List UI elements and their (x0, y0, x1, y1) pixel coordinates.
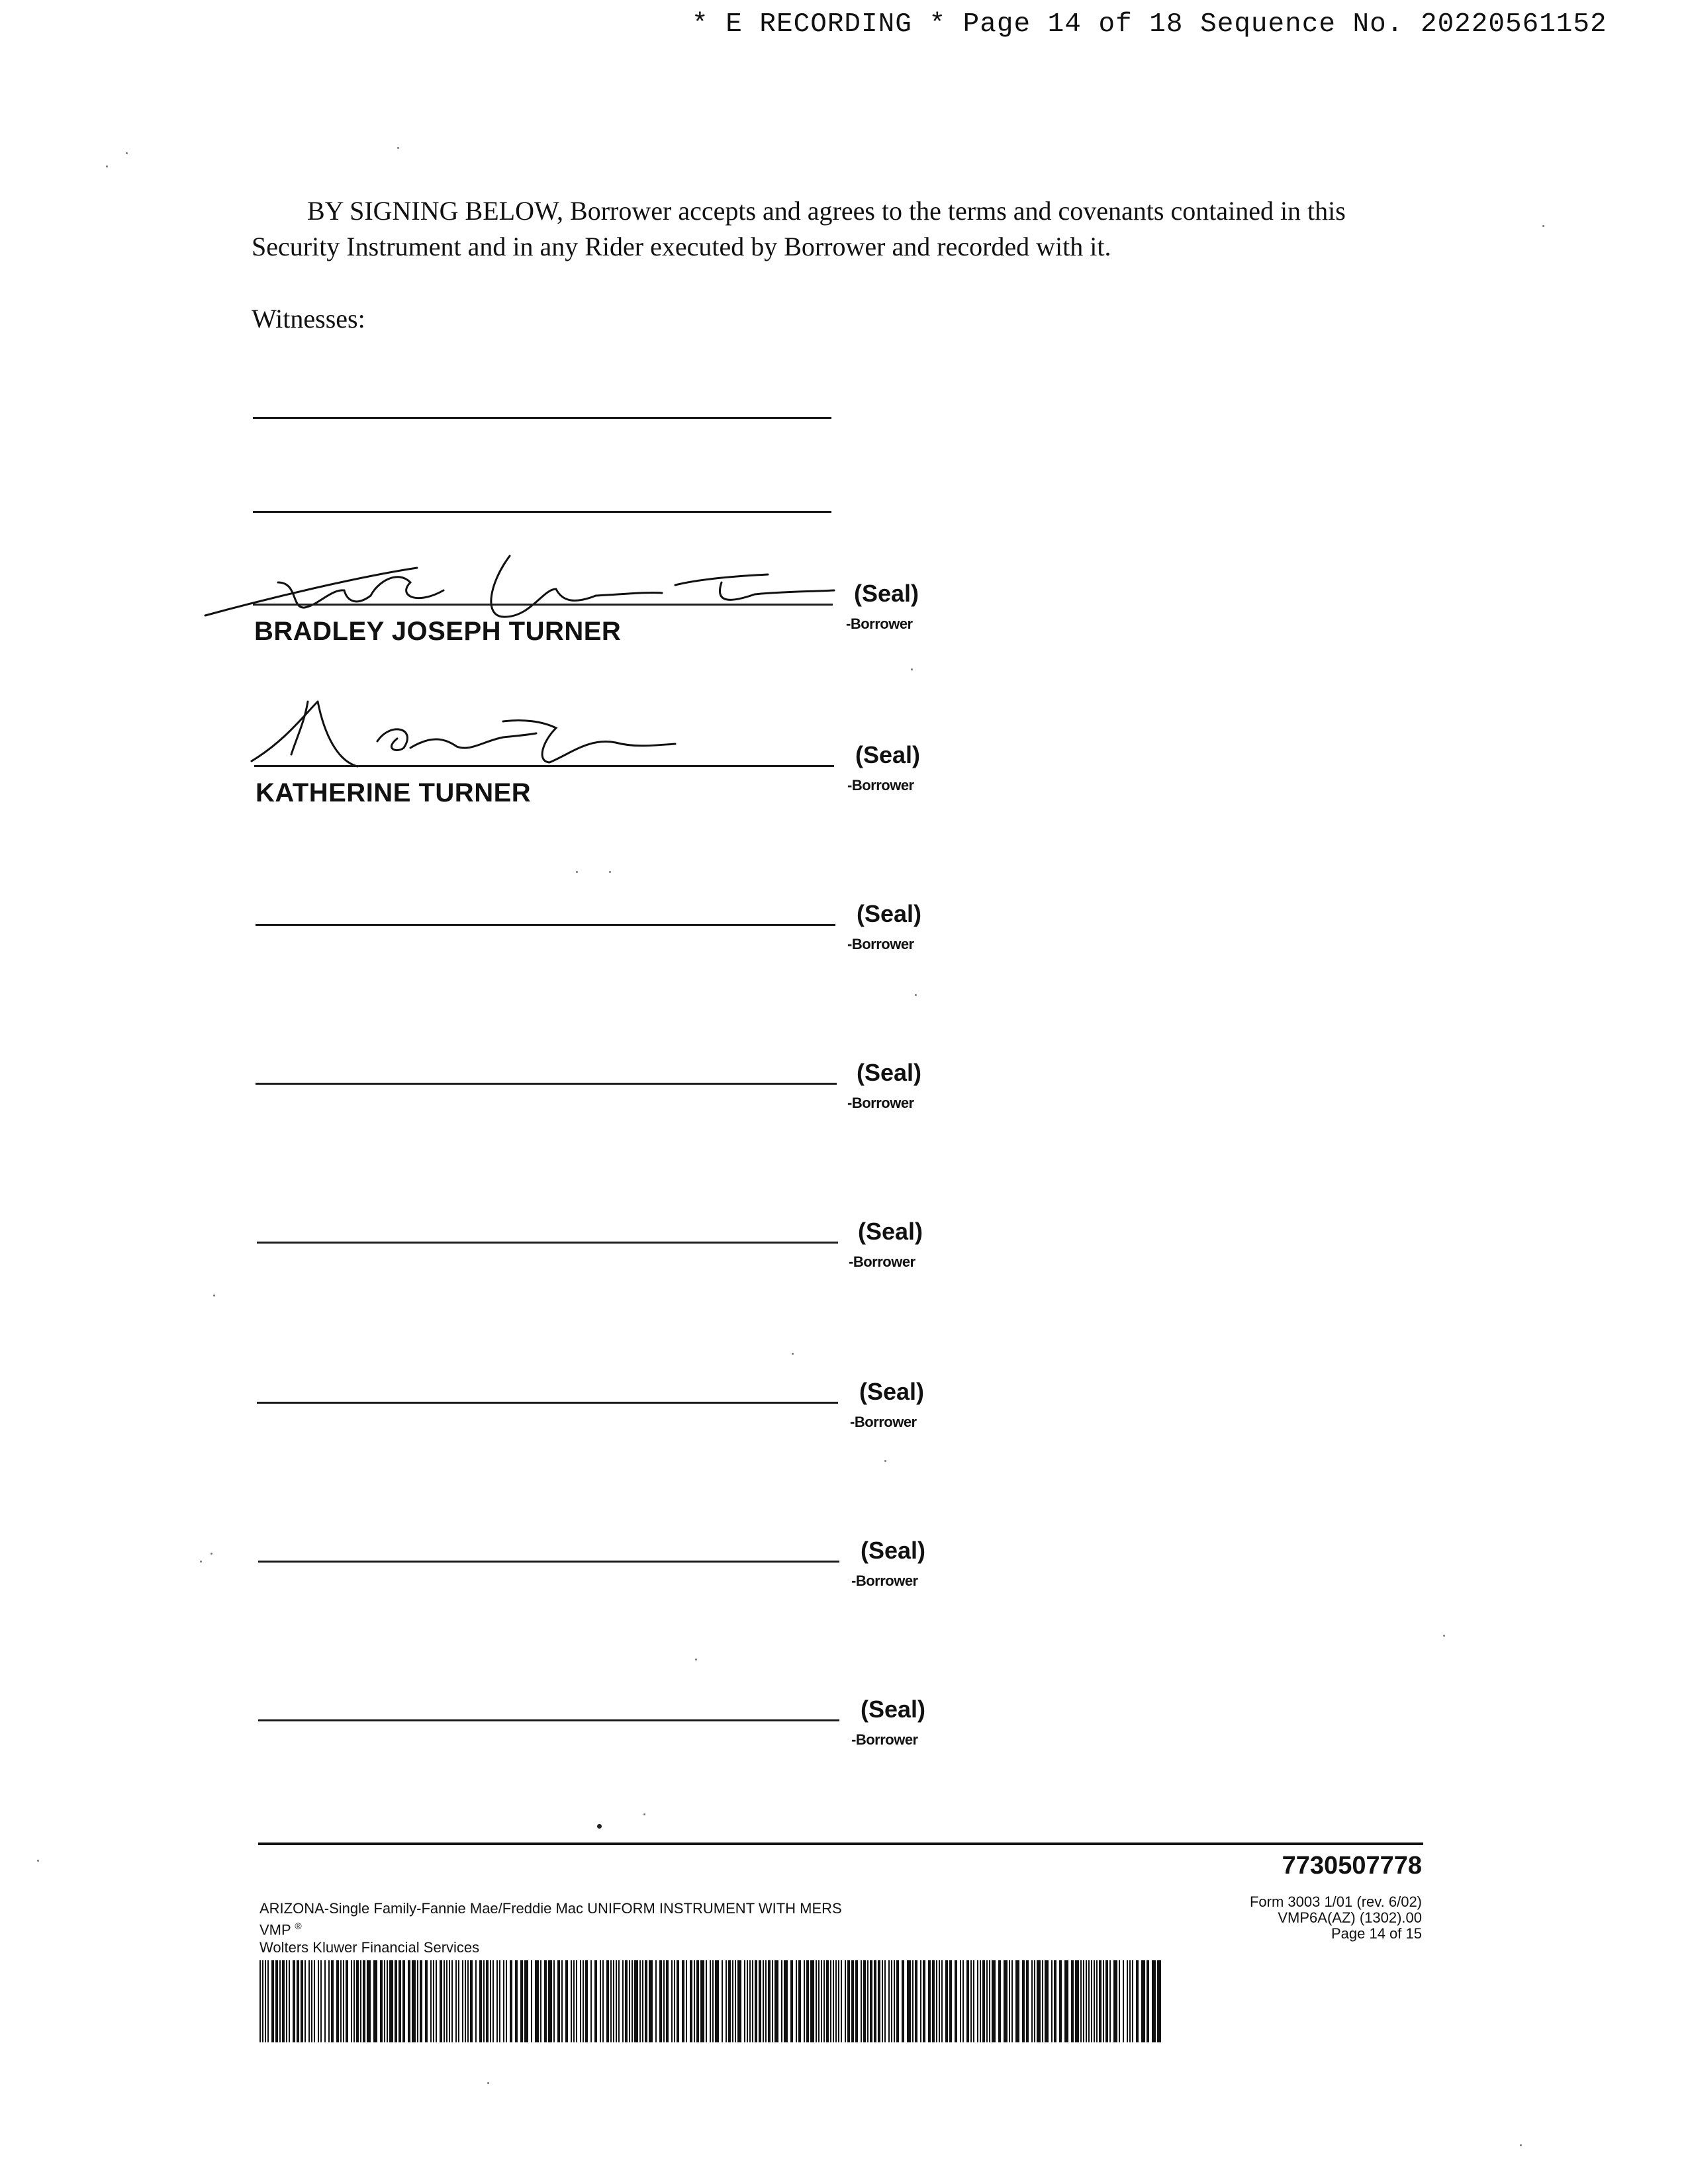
barcode-bar (949, 1960, 952, 2042)
barcode-bar (923, 1960, 925, 2042)
barcode-bar (331, 1960, 334, 2042)
barcode-bar (267, 1960, 269, 2042)
barcode-bar (465, 1960, 466, 2042)
barcode-bar (367, 1960, 371, 2042)
barcode-bar (499, 1960, 500, 2042)
barcode-bar (490, 1960, 491, 2042)
barcode-bar (774, 1960, 778, 2042)
barcode-bar (674, 1960, 675, 2042)
barcode-bar (506, 1960, 507, 2042)
barcode-bar (1099, 1960, 1102, 2042)
barcode-bar (804, 1960, 805, 2042)
barcode-bar (467, 1960, 469, 2042)
seal-label: (Seal) (857, 900, 922, 927)
barcode-bar (602, 1960, 604, 2042)
barcode-bar (838, 1960, 839, 2042)
borrower-label: -Borrower (847, 1095, 914, 1111)
barcode-bar (1096, 1960, 1098, 2042)
barcode-bar (444, 1960, 445, 2042)
barcode-bar (520, 1960, 523, 2042)
barcode-bar (585, 1960, 588, 2042)
barcode-bar (483, 1960, 485, 2042)
seal-label: (Seal) (854, 580, 919, 607)
barcode-bar (408, 1960, 410, 2042)
barcode-bar (531, 1960, 532, 2042)
barcode-bar (262, 1960, 263, 2042)
loan-number: 7730507778 (1282, 1852, 1422, 1880)
barcode-bar (891, 1960, 892, 2042)
form-identifiers (1092, 1894, 1422, 1942)
barcode-bar (851, 1960, 854, 2042)
barcode-bar (462, 1960, 463, 2042)
barcode-bar (874, 1960, 876, 2042)
barcode-bar (878, 1960, 880, 2042)
barcode-bar (301, 1960, 303, 2042)
borrower-signature-line[interactable] (254, 765, 834, 767)
barcode-bar (594, 1960, 597, 2042)
barcode-bar (1004, 1960, 1008, 2042)
barcode-bar (395, 1960, 397, 2042)
barcode-bar (752, 1960, 753, 2042)
barcode-bar (616, 1960, 617, 2042)
barcode-bar (855, 1960, 858, 2042)
barcode-bar (557, 1960, 560, 2042)
recording-stamp: * E RECORDING * Page 14 of 18 Sequence No. 20220561152 (692, 9, 1607, 40)
barcode-bar (894, 1960, 895, 2042)
barcode-bar (1157, 1960, 1161, 2042)
barcode-bar (821, 1960, 822, 2042)
barcode-bar (1059, 1960, 1062, 2042)
barcode-bar (1141, 1960, 1145, 2042)
barcode-bar (1011, 1960, 1013, 2042)
barcode-bar (297, 1960, 299, 2042)
barcode-bar (1091, 1960, 1092, 2042)
barcode-bar (1015, 1960, 1019, 2042)
barcode-bar (649, 1960, 653, 2042)
barcode-bar (823, 1960, 825, 2042)
borrower-label: -Borrower (847, 777, 914, 794)
form-number: Form 3003 1/01 (rev. 6/02) (1249, 1893, 1422, 1910)
vmp-label: VMP (259, 1921, 291, 1938)
barcode-bar (271, 1960, 274, 2042)
registered-mark-icon: ® (295, 1921, 302, 1931)
barcode-bar (289, 1960, 290, 2042)
page-number: Page 14 of 15 (1331, 1925, 1422, 1942)
barcode-bar (728, 1960, 731, 2042)
barcode-bar (915, 1960, 917, 2042)
barcode-bar (420, 1960, 422, 2042)
barcode-bar (1152, 1960, 1156, 2042)
barcode-bar (446, 1960, 447, 2042)
barcode-bar (763, 1960, 764, 2042)
barcode-bar (433, 1960, 434, 2042)
barcode-bar (1054, 1960, 1056, 2042)
barcode-bar (583, 1960, 584, 2042)
barcode-bar (561, 1960, 563, 2042)
barcode-bar (1119, 1960, 1120, 2042)
barcode-bar (324, 1960, 326, 2042)
barcode-bar (696, 1960, 699, 2042)
barcode-bar (455, 1960, 457, 2042)
barcode-bar (941, 1960, 943, 2042)
barcode-bar (992, 1960, 996, 2042)
form-title: ARIZONA-Single Family-Fannie Mae/Freddie Mac UNIFORM INSTRUMENT WITH MERS (259, 1900, 842, 1917)
barcode-bar (576, 1960, 577, 2042)
barcode-bar (655, 1960, 657, 2042)
barcode-bar (1051, 1960, 1053, 2042)
barcode-bar (293, 1960, 295, 2042)
barcode-bar (666, 1960, 669, 2042)
barcode-bar (936, 1960, 937, 2042)
barcode-bar (279, 1960, 281, 2042)
barcode-bar (706, 1960, 707, 2042)
barcode-bar (960, 1960, 961, 2042)
barcode-bar (784, 1960, 788, 2042)
barcode-bar (590, 1960, 592, 2042)
barcode-bar (340, 1960, 342, 2042)
barcode-bar (659, 1960, 662, 2042)
barcode-bar (314, 1960, 315, 2042)
barcode-bar (744, 1960, 745, 2042)
barcode-bar (610, 1960, 612, 2042)
barcode-bar (888, 1960, 890, 2042)
barcode-bar (912, 1960, 914, 2042)
barcode-bar (548, 1960, 552, 2042)
borrower-signature-line[interactable] (257, 1402, 838, 1404)
barcode-bar (1071, 1960, 1074, 2042)
barcode-bar (710, 1960, 711, 2042)
barcode-bar (907, 1960, 911, 2042)
barcode-bar (606, 1960, 609, 2042)
barcode-bar (384, 1960, 385, 2042)
barcode (259, 1960, 1166, 2042)
barcode-bar (613, 1960, 614, 2042)
barcode-bar (1132, 1960, 1133, 2042)
barcode-bar (867, 1960, 868, 2042)
barcode-bar (380, 1960, 383, 2042)
witnesses-label: Witnesses: (252, 304, 365, 334)
barcode-bar (726, 1960, 727, 2042)
barcode-bar (470, 1960, 473, 2042)
barcode-bar (1064, 1960, 1068, 2042)
barcode-bar (1086, 1960, 1087, 2042)
barcode-bar (962, 1960, 964, 2042)
borrower-signature-line[interactable] (256, 924, 835, 926)
seal-label: (Seal) (859, 1378, 925, 1405)
barcode-bar (759, 1960, 761, 2042)
borrower-label: -Borrower (851, 1731, 918, 1748)
barcode-bar (1109, 1960, 1111, 2042)
barcode-bar (571, 1960, 572, 2042)
barcode-bar (700, 1960, 704, 2042)
barcode-bar (336, 1960, 339, 2042)
borrower-signature-line[interactable] (253, 604, 833, 606)
borrower-label: -Borrower (847, 936, 914, 952)
barcode-bar (360, 1960, 361, 2042)
barcode-bar (412, 1960, 416, 2042)
barcode-bar (425, 1960, 428, 2042)
barcode-bar (311, 1960, 312, 2042)
barcode-bar (737, 1960, 741, 2042)
barcode-bar (982, 1960, 985, 2042)
barcode-bar (810, 1960, 814, 2042)
barcode-bar (356, 1960, 359, 2042)
barcode-bar (966, 1960, 969, 2042)
barcode-bar (318, 1960, 319, 2042)
barcode-bar (343, 1960, 344, 2042)
barcode-bar (998, 1960, 1001, 2042)
barcode-bar (265, 1960, 266, 2042)
barcode-bar (768, 1960, 771, 2042)
barcode-bar (816, 1960, 817, 2042)
barcode-bar (847, 1960, 850, 2042)
barcode-bar (870, 1960, 872, 2042)
barcode-bar (1123, 1960, 1124, 2042)
seal-label: (Seal) (858, 1218, 923, 1245)
barcode-bar (798, 1960, 801, 2042)
borrower-signature-line[interactable] (258, 1719, 839, 1721)
barcode-bar (1088, 1960, 1090, 2042)
barcode-bar (749, 1960, 751, 2042)
barcode-bar (503, 1960, 504, 2042)
barcode-bar (1094, 1960, 1095, 2042)
barcode-bar (1026, 1960, 1029, 2042)
barcode-bar (955, 1960, 957, 2042)
barcode-bar (884, 1960, 886, 2042)
barcode-bar (928, 1960, 931, 2042)
barcode-bar (826, 1960, 829, 2042)
barcode-bar (735, 1960, 736, 2042)
barcode-bar (320, 1960, 322, 2042)
barcode-bar (580, 1960, 581, 2042)
barcode-bar (430, 1960, 432, 2042)
borrower-signature-line[interactable] (258, 1561, 839, 1563)
barcode-bar (515, 1960, 518, 2042)
barcode-bar (524, 1960, 528, 2042)
barcode-bar (492, 1960, 494, 2042)
barcode-bar (1103, 1960, 1104, 2042)
seal-label: (Seal) (857, 1059, 922, 1086)
barcode-bar (845, 1960, 846, 2042)
barcode-bar (1083, 1960, 1084, 2042)
barcode-bar (639, 1960, 641, 2042)
barcode-bar (1022, 1960, 1025, 2042)
barcode-bar (682, 1960, 684, 2042)
barcode-bar (363, 1960, 365, 2042)
barcode-bar (715, 1960, 719, 2042)
barcode-bar (486, 1960, 489, 2042)
barcode-bar (1113, 1960, 1117, 2042)
barcode-bar (328, 1960, 330, 2042)
barcode-bar (618, 1960, 620, 2042)
barcode-bar (622, 1960, 624, 2042)
barcode-bar (496, 1960, 498, 2042)
barcode-bar (373, 1960, 377, 2042)
barcode-bar (986, 1960, 988, 2042)
witness-signature-line[interactable] (253, 417, 831, 419)
seal-label: (Seal) (855, 741, 921, 768)
barcode-bar (772, 1960, 773, 2042)
barcode-bar (305, 1960, 306, 2042)
barcode-bar (1147, 1960, 1149, 2042)
witness-signature-line[interactable] (253, 511, 831, 513)
barcode-bar (690, 1960, 692, 2042)
barcode-bar (686, 1960, 687, 2042)
barcode-bar (346, 1960, 348, 2042)
barcode-bar (553, 1960, 555, 2042)
barcode-bar (1034, 1960, 1035, 2042)
barcode-bar (790, 1960, 793, 2042)
borrower-name: KATHERINE TURNER (256, 778, 532, 807)
barcode-bar (351, 1960, 352, 2042)
barcode-bar (882, 1960, 883, 2042)
signing-statement-text: BY SIGNING BELOW, Borrower accepts and agrees to the terms and covenants contained in this Security Instrument and in any Rider executed by Borrower and recorded with it. (252, 196, 1346, 261)
vmp-line (259, 1917, 842, 1938)
seal-label: (Seal) (861, 1696, 926, 1723)
signing-statement (252, 193, 1417, 265)
barcode-bar (387, 1960, 388, 2042)
barcode-bar (275, 1960, 278, 2042)
barcode-bar (945, 1960, 948, 2042)
barcode-bar (399, 1960, 401, 2042)
barcode-bar (440, 1960, 442, 2042)
barcode-bar (632, 1960, 633, 2042)
barcode-bar (896, 1960, 899, 2042)
barcode-bar (389, 1960, 393, 2042)
footer-rule (258, 1843, 1423, 1845)
barcode-bar (1042, 1960, 1043, 2042)
barcode-bar (436, 1960, 437, 2042)
barcode-bar (475, 1960, 477, 2042)
barcode-bar (1037, 1960, 1041, 2042)
barcode-bar (765, 1960, 767, 2042)
barcode-bar (970, 1960, 972, 2042)
barcode-bar (629, 1960, 630, 2042)
barcode-bar (833, 1960, 834, 2042)
barcode-bar (402, 1960, 405, 2042)
barcode-bar (796, 1960, 797, 2042)
borrower-label: -Borrower (849, 1253, 915, 1270)
borrower-label: -Borrower (846, 615, 913, 632)
borrower-name: BRADLEY JOSEPH TURNER (254, 617, 622, 646)
barcode-bar (1009, 1960, 1010, 2042)
barcode-bar (259, 1960, 261, 2042)
barcode-bar (755, 1960, 757, 2042)
barcode-bar (835, 1960, 837, 2042)
barcode-bar (565, 1960, 568, 2042)
barcode-bar (634, 1960, 638, 2042)
barcode-bar (980, 1960, 981, 2042)
barcode-bar (1080, 1960, 1082, 2042)
barcode-bar (1075, 1960, 1079, 2042)
barcode-bar (535, 1960, 539, 2042)
borrower-signature-line[interactable] (257, 1242, 838, 1244)
barcode-bar (671, 1960, 673, 2042)
barcode-bar (544, 1960, 547, 2042)
publisher: Wolters Kluwer Financial Services (259, 1939, 480, 1956)
barcode-bar (732, 1960, 733, 2042)
barcode-bar (932, 1960, 935, 2042)
barcode-bar (451, 1960, 453, 2042)
barcode-bar (677, 1960, 679, 2042)
barcode-bar (417, 1960, 418, 2042)
barcode-bar (458, 1960, 459, 2042)
barcode-bar (645, 1960, 647, 2042)
barcode-bar (308, 1960, 310, 2042)
barcode-bar (573, 1960, 575, 2042)
borrower-label: -Borrower (851, 1572, 918, 1589)
barcode-bar (625, 1960, 628, 2042)
barcode-bar (663, 1960, 665, 2042)
borrower-label: -Borrower (850, 1414, 917, 1430)
barcode-bar (977, 1960, 978, 2042)
barcode-bar (642, 1960, 643, 2042)
barcode-bar (920, 1960, 921, 2042)
barcode-bar (600, 1960, 601, 2042)
barcode-bar (1129, 1960, 1131, 2042)
handwritten-signature (245, 688, 708, 781)
barcode-bar (863, 1960, 866, 2042)
barcode-bar (282, 1960, 285, 2042)
barcode-bar (830, 1960, 831, 2042)
barcode-bar (781, 1960, 782, 2042)
barcode-bar (353, 1960, 355, 2042)
barcode-bar (939, 1960, 940, 2042)
barcode-bar (806, 1960, 809, 2042)
barcode-bar (989, 1960, 990, 2042)
barcode-bar (747, 1960, 748, 2042)
barcode-bar (1031, 1960, 1033, 2042)
form-code: VMP6A(AZ) (1302).00 (1278, 1909, 1422, 1926)
seal-label: (Seal) (861, 1537, 926, 1564)
barcode-bar (540, 1960, 541, 2042)
barcode-bar (694, 1960, 695, 2042)
barcode-bar (1105, 1960, 1108, 2042)
barcode-bar (722, 1960, 723, 2042)
barcode-bar (861, 1960, 862, 2042)
barcode-bar (449, 1960, 450, 2042)
barcode-bar (510, 1960, 512, 2042)
barcode-bar (286, 1960, 287, 2042)
barcode-bar (712, 1960, 714, 2042)
barcode-bar (818, 1960, 820, 2042)
barcode-bar (902, 1960, 904, 2042)
form-description (259, 1899, 842, 1956)
barcode-bar (1136, 1960, 1139, 2042)
barcode-bar (479, 1960, 482, 2042)
barcode-bar (1045, 1960, 1049, 2042)
borrower-signature-line[interactable] (256, 1083, 837, 1085)
barcode-bar (973, 1960, 974, 2042)
barcode-bar (841, 1960, 842, 2042)
barcode-bar (1127, 1960, 1128, 2042)
